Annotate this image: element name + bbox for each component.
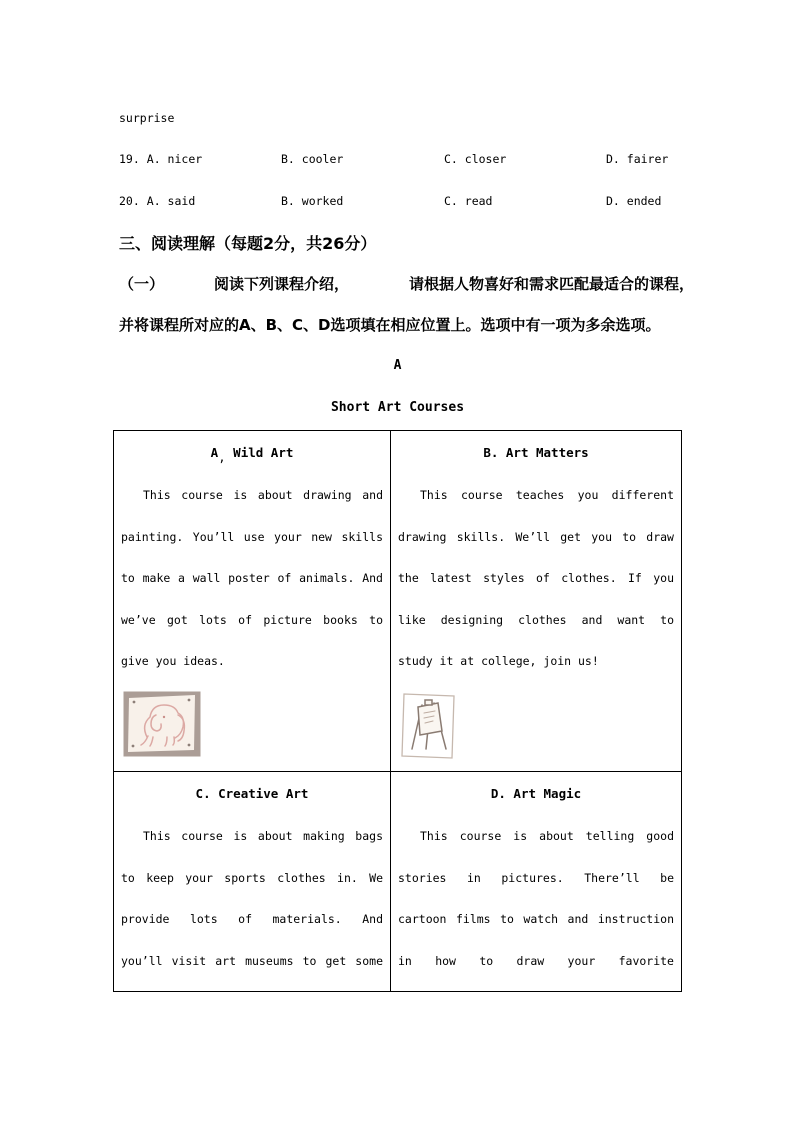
- body-line: like designing clothes and want to: [398, 612, 674, 627]
- passage-title: Short Art Courses: [330, 400, 465, 415]
- course-cell-creative-art: [114, 772, 391, 991]
- part-label: （一）: [119, 275, 165, 293]
- body-line: stories in pictures. There’ll be: [398, 870, 674, 885]
- instruction-part-2: 请根据人物喜好和需求匹配最适合的课程，: [409, 275, 695, 293]
- body-line: This course is about making bags: [143, 829, 383, 843]
- instruction-line-1: [119, 273, 694, 294]
- course-title-a: A Wild Art: [210, 445, 294, 460]
- passage-label: A: [393, 358, 402, 373]
- body-line: the latest styles of clothes. If you: [398, 571, 674, 585]
- question-20-row: [119, 194, 661, 208]
- easel-sketch-image: [400, 691, 674, 765]
- carryover-word: surprise: [119, 111, 175, 125]
- question-number: 19.: [119, 152, 140, 166]
- course-title-d: D. Art Magic: [490, 786, 582, 801]
- body-line: painting. You’ll use your new skills: [121, 529, 383, 544]
- question-19-option-b: B. cooler: [281, 152, 344, 166]
- elephant-drawing-image: [123, 691, 383, 761]
- question-19-row: [119, 152, 668, 166]
- question-20-option-d: D. ended: [606, 194, 662, 208]
- question-20-option-b: B. worked: [281, 194, 344, 208]
- question-19-option-c: C. closer: [444, 152, 507, 166]
- table-row-1: [114, 431, 681, 772]
- question-20-option-c: C. read: [444, 194, 493, 208]
- body-line: drawing skills. We’ll get you to draw: [398, 529, 674, 544]
- table-row-2: [114, 772, 681, 991]
- body-line: This course is about telling good: [420, 829, 674, 843]
- body-line: give you ideas.: [121, 654, 225, 668]
- body-line: we’ve got lots of picture books to: [121, 612, 383, 627]
- body-line: provide lots of materials. And: [121, 912, 383, 926]
- course-cell-art-magic: [391, 772, 681, 991]
- question-20-option-a: [119, 194, 281, 208]
- body-line: cartoon films to watch and instruction: [398, 912, 674, 926]
- stray-mark: ’: [218, 458, 226, 472]
- course-description-a: [121, 475, 383, 683]
- body-line: study it at college, join us!: [398, 654, 599, 668]
- body-line: to make a wall poster of animals. And: [121, 571, 383, 585]
- course-description-c: [121, 816, 383, 982]
- body-line: This course teaches you different: [420, 488, 674, 502]
- course-description-d: [398, 816, 674, 982]
- question-19-option-a: [119, 152, 281, 166]
- course-title-b: B. Art Matters: [483, 445, 589, 460]
- section-heading: 三、阅读理解（每题2分，共26分）: [119, 234, 377, 253]
- question-number: 20.: [119, 194, 140, 208]
- option-label: A. said: [146, 194, 196, 208]
- instruction-line-2: 并将课程所对应的A、B、C、D选项填在相应位置上。选项中有一项为多余选项。: [119, 316, 661, 334]
- question-19-option-d: D. fairer: [606, 152, 669, 166]
- body-line: This course is about drawing and: [143, 488, 383, 502]
- course-description-b: [398, 475, 674, 683]
- course-table: [113, 430, 682, 992]
- body-line: to keep your sports clothes in. We: [121, 870, 383, 885]
- body-line: in how to draw your favorite: [398, 953, 674, 968]
- body-line: you’ll visit art museums to get some: [121, 953, 383, 968]
- course-cell-art-matters: [391, 431, 681, 771]
- course-title-c: C. Creative Art: [195, 786, 309, 801]
- course-cell-wild-art: [114, 431, 391, 771]
- instruction-part-1: 阅读下列课程介绍，: [214, 275, 350, 293]
- option-label: A. nicer: [146, 152, 203, 166]
